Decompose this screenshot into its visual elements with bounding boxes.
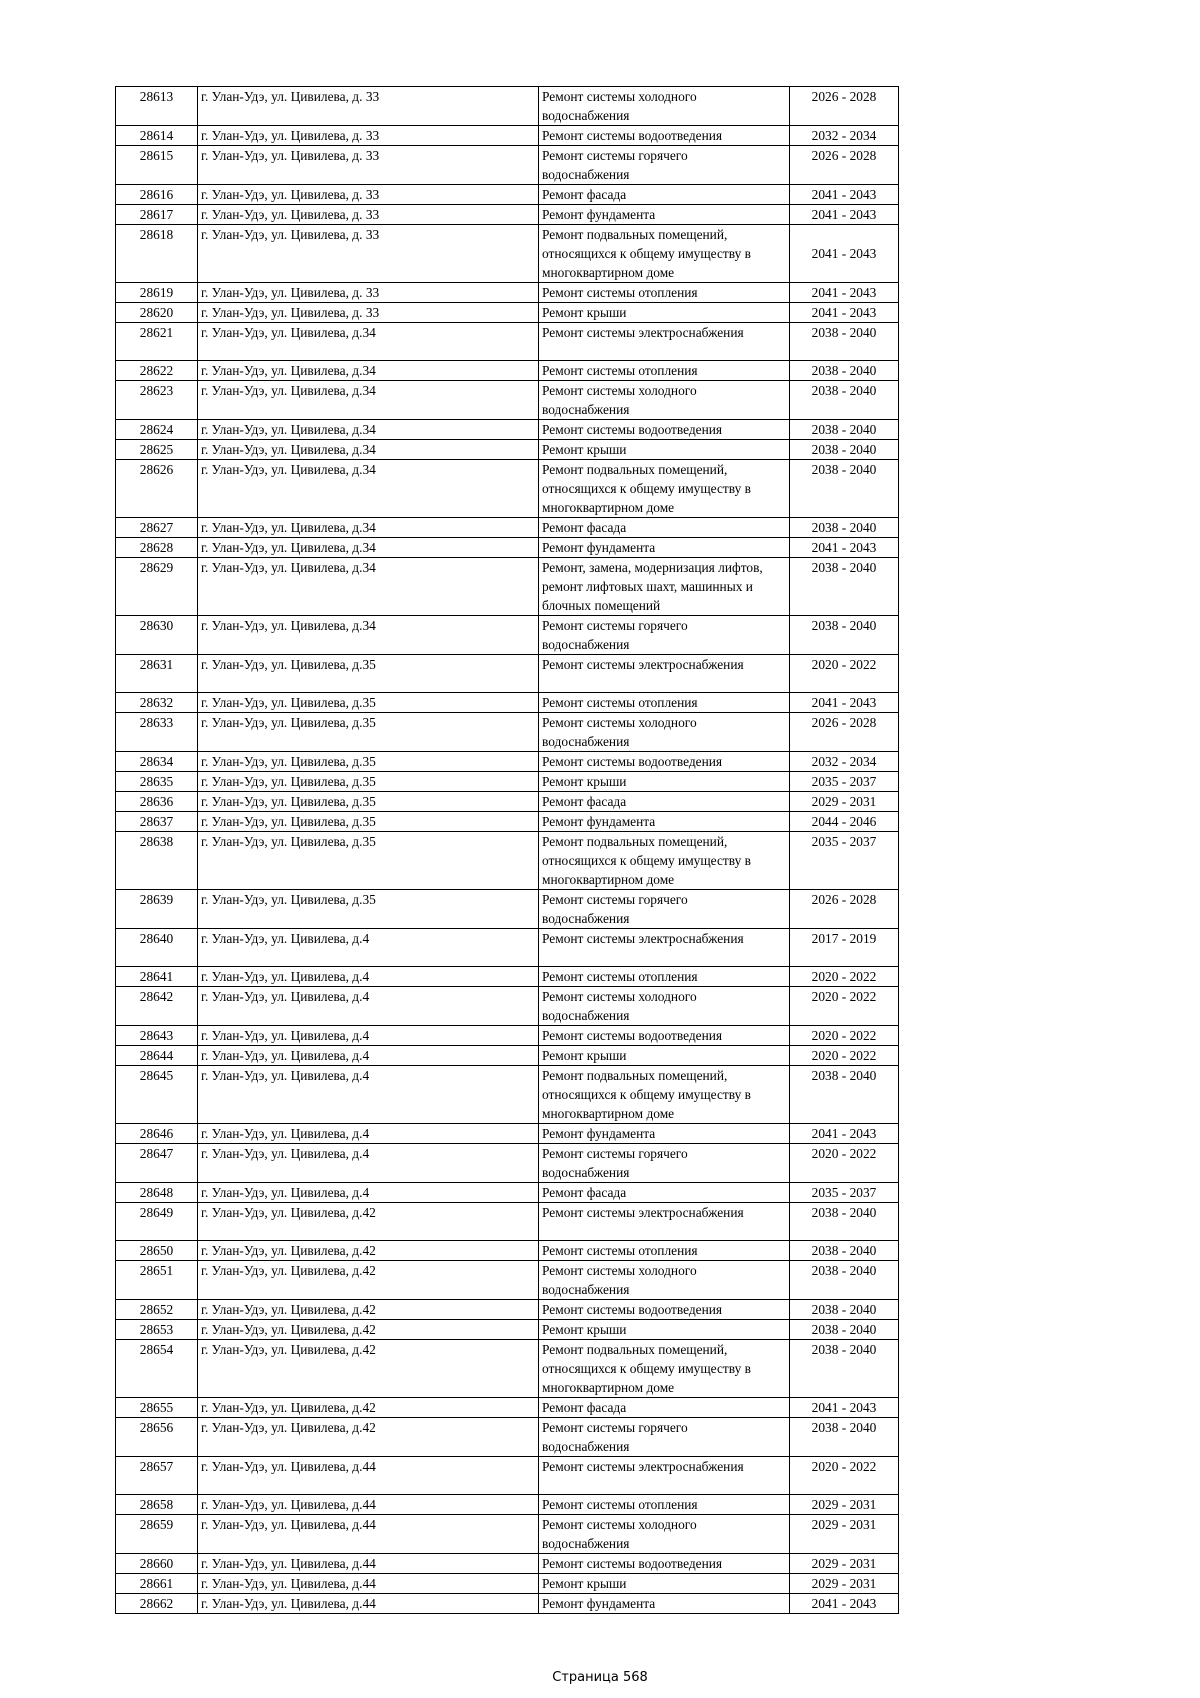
period-cell: 2029 - 2031 [790, 1495, 899, 1515]
address-cell: г. Улан-Удэ, ул. Цивилева, д.42 [198, 1300, 539, 1320]
period-cell: 2026 - 2028 [790, 713, 899, 752]
work-type-cell: Ремонт подвальных помещений, относящихся к общему имуществу в многоквартирном доме [539, 1340, 790, 1398]
work-type-cell: Ремонт системы водоотведения [539, 420, 790, 440]
period-cell: 2020 - 2022 [790, 987, 899, 1026]
work-type-cell: Ремонт крыши [539, 1574, 790, 1594]
table-row [116, 323, 899, 361]
work-type-cell: Ремонт фасада [539, 792, 790, 812]
work-type-cell: Ремонт фундамента [539, 205, 790, 225]
work-type-cell: Ремонт системы отопления [539, 283, 790, 303]
address-cell: г. Улан-Удэ, ул. Цивилева, д.35 [198, 890, 539, 929]
address-cell: г. Улан-Удэ, ул. Цивилева, д.34 [198, 440, 539, 460]
row-number-cell: 28617 [116, 205, 198, 225]
table-row [116, 225, 899, 283]
work-type-cell: Ремонт фасада [539, 518, 790, 538]
period-cell: 2029 - 2031 [790, 1574, 899, 1594]
table-row [116, 1300, 899, 1320]
row-number-cell: 28622 [116, 361, 198, 381]
row-number-cell: 28641 [116, 967, 198, 987]
table-body [116, 87, 899, 1614]
work-type-cell: Ремонт системы холодного водоснабжения [539, 381, 790, 420]
work-type-cell: Ремонт крыши [539, 1046, 790, 1066]
period-cell: 2038 - 2040 [790, 1340, 899, 1398]
table-row [116, 929, 899, 967]
table-row [116, 1183, 899, 1203]
row-number-cell: 28649 [116, 1203, 198, 1241]
period-cell: 2038 - 2040 [790, 518, 899, 538]
work-type-cell: Ремонт системы электроснабжения [539, 323, 790, 361]
address-cell: г. Улан-Удэ, ул. Цивилева, д.4 [198, 1026, 539, 1046]
table-row [116, 713, 899, 752]
work-type-cell: Ремонт подвальных помещений, относящихся к общему имуществу в многоквартирном доме [539, 460, 790, 518]
work-type-cell: Ремонт системы электроснабжения [539, 929, 790, 967]
table-row [116, 303, 899, 323]
row-number-cell: 28626 [116, 460, 198, 518]
period-cell: 2035 - 2037 [790, 772, 899, 792]
table-row [116, 460, 899, 518]
work-type-cell: Ремонт подвальных помещений, относящихся к общему имуществу в многоквартирном доме [539, 225, 790, 283]
work-type-cell: Ремонт системы отопления [539, 693, 790, 713]
table-row [116, 1457, 899, 1495]
row-number-cell: 28655 [116, 1398, 198, 1418]
period-cell: 2026 - 2028 [790, 146, 899, 185]
table-row [116, 558, 899, 616]
address-cell: г. Улан-Удэ, ул. Цивилева, д.34 [198, 420, 539, 440]
work-type-cell: Ремонт системы водоотведения [539, 752, 790, 772]
address-cell: г. Улан-Удэ, ул. Цивилева, д.34 [198, 361, 539, 381]
period-cell: 2041 - 2043 [790, 1124, 899, 1144]
address-cell: г. Улан-Удэ, ул. Цивилева, д.35 [198, 752, 539, 772]
address-cell: г. Улан-Удэ, ул. Цивилева, д.34 [198, 381, 539, 420]
address-cell: г. Улан-Удэ, ул. Цивилева, д.34 [198, 518, 539, 538]
work-type-cell: Ремонт системы отопления [539, 361, 790, 381]
row-number-cell: 28634 [116, 752, 198, 772]
row-number-cell: 28618 [116, 225, 198, 283]
table-row [116, 87, 899, 126]
table-row [116, 361, 899, 381]
row-number-cell: 28643 [116, 1026, 198, 1046]
table-row [116, 1261, 899, 1300]
period-cell: 2038 - 2040 [790, 323, 899, 361]
row-number-cell: 28662 [116, 1594, 198, 1614]
period-cell: 2038 - 2040 [790, 1300, 899, 1320]
work-type-cell: Ремонт фасада [539, 1398, 790, 1418]
period-cell: 2032 - 2034 [790, 752, 899, 772]
work-type-cell: Ремонт системы электроснабжения [539, 655, 790, 693]
table-row [116, 1066, 899, 1124]
row-number-cell: 28640 [116, 929, 198, 967]
address-cell: г. Улан-Удэ, ул. Цивилева, д.4 [198, 1144, 539, 1183]
address-cell: г. Улан-Удэ, ул. Цивилева, д.42 [198, 1241, 539, 1261]
row-number-cell: 28656 [116, 1418, 198, 1457]
table-row [116, 1124, 899, 1144]
table-row [116, 185, 899, 205]
row-number-cell: 28642 [116, 987, 198, 1026]
repair-schedule-table [115, 86, 899, 1614]
address-cell: г. Улан-Удэ, ул. Цивилева, д.44 [198, 1495, 539, 1515]
work-type-cell: Ремонт системы отопления [539, 1241, 790, 1261]
address-cell: г. Улан-Удэ, ул. Цивилева, д. 33 [198, 205, 539, 225]
table-row [116, 616, 899, 655]
period-cell: 2041 - 2043 [790, 538, 899, 558]
row-number-cell: 28661 [116, 1574, 198, 1594]
row-number-cell: 28646 [116, 1124, 198, 1144]
row-number-cell: 28653 [116, 1320, 198, 1340]
period-cell: 2020 - 2022 [790, 1457, 899, 1495]
page-footer [0, 1670, 1200, 1685]
address-cell: г. Улан-Удэ, ул. Цивилева, д.4 [198, 929, 539, 967]
work-type-cell: Ремонт системы горячего водоснабжения [539, 890, 790, 929]
work-type-cell: Ремонт системы горячего водоснабжения [539, 146, 790, 185]
address-cell: г. Улан-Удэ, ул. Цивилева, д. 33 [198, 126, 539, 146]
period-cell: 2032 - 2034 [790, 126, 899, 146]
table-row [116, 812, 899, 832]
address-cell: г. Улан-Удэ, ул. Цивилева, д. 33 [198, 87, 539, 126]
row-number-cell: 28627 [116, 518, 198, 538]
address-cell: г. Улан-Удэ, ул. Цивилева, д.44 [198, 1594, 539, 1614]
table-row [116, 792, 899, 812]
address-cell: г. Улан-Удэ, ул. Цивилева, д.34 [198, 616, 539, 655]
row-number-cell: 28614 [116, 126, 198, 146]
address-cell: г. Улан-Удэ, ул. Цивилева, д.35 [198, 693, 539, 713]
work-type-cell: Ремонт крыши [539, 440, 790, 460]
table-row [116, 987, 899, 1026]
address-cell: г. Улан-Удэ, ул. Цивилева, д.44 [198, 1457, 539, 1495]
table-row [116, 1574, 899, 1594]
row-number-cell: 28621 [116, 323, 198, 361]
period-cell: 2038 - 2040 [790, 460, 899, 518]
work-type-cell: Ремонт системы холодного водоснабжения [539, 1261, 790, 1300]
table-row [116, 772, 899, 792]
table-row [116, 890, 899, 929]
work-type-cell: Ремонт системы водоотведения [539, 1026, 790, 1046]
table-row [116, 1515, 899, 1554]
work-type-cell: Ремонт фасада [539, 1183, 790, 1203]
work-type-cell: Ремонт крыши [539, 1320, 790, 1340]
table-row [116, 283, 899, 303]
address-cell: г. Улан-Удэ, ул. Цивилева, д.4 [198, 1066, 539, 1124]
table-row [116, 1418, 899, 1457]
work-type-cell: Ремонт системы горячего водоснабжения [539, 616, 790, 655]
table-row [116, 440, 899, 460]
address-cell: г. Улан-Удэ, ул. Цивилева, д.35 [198, 792, 539, 812]
work-type-cell: Ремонт системы отопления [539, 967, 790, 987]
row-number-cell: 28644 [116, 1046, 198, 1066]
table-row [116, 832, 899, 890]
row-number-cell: 28635 [116, 772, 198, 792]
table-row [116, 1026, 899, 1046]
period-cell: 2038 - 2040 [790, 1418, 899, 1457]
period-cell: 2020 - 2022 [790, 967, 899, 987]
address-cell: г. Улан-Удэ, ул. Цивилева, д.42 [198, 1320, 539, 1340]
address-cell: г. Улан-Удэ, ул. Цивилева, д.44 [198, 1554, 539, 1574]
page-number-label: Страница 568 [552, 1670, 648, 1685]
row-number-cell: 28629 [116, 558, 198, 616]
period-cell: 2038 - 2040 [790, 1320, 899, 1340]
row-number-cell: 28650 [116, 1241, 198, 1261]
table-row [116, 146, 899, 185]
work-type-cell: Ремонт системы электроснабжения [539, 1203, 790, 1241]
table-row [116, 538, 899, 558]
address-cell: г. Улан-Удэ, ул. Цивилева, д. 33 [198, 283, 539, 303]
address-cell: г. Улан-Удэ, ул. Цивилева, д.34 [198, 323, 539, 361]
row-number-cell: 28637 [116, 812, 198, 832]
period-cell: 2026 - 2028 [790, 890, 899, 929]
work-type-cell: Ремонт фасада [539, 185, 790, 205]
work-type-cell: Ремонт фундамента [539, 538, 790, 558]
table-row [116, 1594, 899, 1614]
period-cell: 2038 - 2040 [790, 1203, 899, 1241]
period-cell: 2029 - 2031 [790, 1515, 899, 1554]
table-row [116, 126, 899, 146]
address-cell: г. Улан-Удэ, ул. Цивилева, д.35 [198, 713, 539, 752]
period-cell: 2041 - 2043 [790, 225, 899, 283]
address-cell: г. Улан-Удэ, ул. Цивилева, д.4 [198, 987, 539, 1026]
table-row [116, 1495, 899, 1515]
period-cell: 2038 - 2040 [790, 361, 899, 381]
period-cell: 2026 - 2028 [790, 87, 899, 126]
address-cell: г. Улан-Удэ, ул. Цивилева, д.35 [198, 655, 539, 693]
period-cell: 2020 - 2022 [790, 1144, 899, 1183]
period-cell: 2038 - 2040 [790, 616, 899, 655]
table-row [116, 1144, 899, 1183]
table-row [116, 1320, 899, 1340]
row-number-cell: 28652 [116, 1300, 198, 1320]
row-number-cell: 28660 [116, 1554, 198, 1574]
row-number-cell: 28630 [116, 616, 198, 655]
table-row [116, 1203, 899, 1241]
work-type-cell: Ремонт системы водоотведения [539, 1554, 790, 1574]
address-cell: г. Улан-Удэ, ул. Цивилева, д.42 [198, 1340, 539, 1398]
address-cell: г. Улан-Удэ, ул. Цивилева, д.34 [198, 538, 539, 558]
period-cell: 2041 - 2043 [790, 205, 899, 225]
row-number-cell: 28638 [116, 832, 198, 890]
row-number-cell: 28645 [116, 1066, 198, 1124]
row-number-cell: 28639 [116, 890, 198, 929]
address-cell: г. Улан-Удэ, ул. Цивилева, д.4 [198, 1046, 539, 1066]
work-type-cell: Ремонт системы водоотведения [539, 1300, 790, 1320]
period-cell: 2041 - 2043 [790, 303, 899, 323]
address-cell: г. Улан-Удэ, ул. Цивилева, д.34 [198, 558, 539, 616]
period-cell: 2041 - 2043 [790, 1398, 899, 1418]
row-number-cell: 28648 [116, 1183, 198, 1203]
period-cell: 2020 - 2022 [790, 1026, 899, 1046]
row-number-cell: 28659 [116, 1515, 198, 1554]
period-cell: 2038 - 2040 [790, 1066, 899, 1124]
period-cell: 2035 - 2037 [790, 832, 899, 890]
address-cell: г. Улан-Удэ, ул. Цивилева, д. 33 [198, 303, 539, 323]
row-number-cell: 28615 [116, 146, 198, 185]
address-cell: г. Улан-Удэ, ул. Цивилева, д.42 [198, 1203, 539, 1241]
period-cell: 2041 - 2043 [790, 693, 899, 713]
address-cell: г. Улан-Удэ, ул. Цивилева, д. 33 [198, 146, 539, 185]
row-number-cell: 28633 [116, 713, 198, 752]
row-number-cell: 28657 [116, 1457, 198, 1495]
work-type-cell: Ремонт фундамента [539, 812, 790, 832]
work-type-cell: Ремонт системы холодного водоснабжения [539, 1515, 790, 1554]
row-number-cell: 28624 [116, 420, 198, 440]
table-row [116, 967, 899, 987]
work-type-cell: Ремонт подвальных помещений, относящихся к общему имуществу в многоквартирном доме [539, 1066, 790, 1124]
address-cell: г. Улан-Удэ, ул. Цивилева, д.4 [198, 967, 539, 987]
period-cell: 2029 - 2031 [790, 792, 899, 812]
work-type-cell: Ремонт системы холодного водоснабжения [539, 713, 790, 752]
period-cell: 2038 - 2040 [790, 420, 899, 440]
period-cell: 2041 - 2043 [790, 1594, 899, 1614]
row-number-cell: 28616 [116, 185, 198, 205]
period-cell: 2038 - 2040 [790, 1241, 899, 1261]
address-cell: г. Улан-Удэ, ул. Цивилева, д.42 [198, 1398, 539, 1418]
address-cell: г. Улан-Удэ, ул. Цивилева, д.42 [198, 1418, 539, 1457]
table-row [116, 381, 899, 420]
table-row [116, 752, 899, 772]
table-row [116, 1554, 899, 1574]
address-cell: г. Улан-Удэ, ул. Цивилева, д.34 [198, 460, 539, 518]
table-row [116, 1046, 899, 1066]
row-number-cell: 28619 [116, 283, 198, 303]
work-type-cell: Ремонт фундамента [539, 1594, 790, 1614]
period-cell: 2038 - 2040 [790, 558, 899, 616]
work-type-cell: Ремонт системы электроснабжения [539, 1457, 790, 1495]
address-cell: г. Улан-Удэ, ул. Цивилева, д.35 [198, 832, 539, 890]
work-type-cell: Ремонт системы холодного водоснабжения [539, 87, 790, 126]
period-cell: 2020 - 2022 [790, 1046, 899, 1066]
work-type-cell: Ремонт, замена, модернизация лифтов, ремонт лифтовых шахт, машинных и блочных помещений [539, 558, 790, 616]
work-type-cell: Ремонт системы холодного водоснабжения [539, 987, 790, 1026]
period-cell: 2041 - 2043 [790, 185, 899, 205]
table-row [116, 420, 899, 440]
table-row [116, 1398, 899, 1418]
table-row [116, 205, 899, 225]
period-cell: 2035 - 2037 [790, 1183, 899, 1203]
address-cell: г. Улан-Удэ, ул. Цивилева, д.44 [198, 1574, 539, 1594]
work-type-cell: Ремонт подвальных помещений, относящихся к общему имуществу в многоквартирном доме [539, 832, 790, 890]
row-number-cell: 28620 [116, 303, 198, 323]
row-number-cell: 28631 [116, 655, 198, 693]
work-type-cell: Ремонт системы водоотведения [539, 126, 790, 146]
table-row [116, 1241, 899, 1261]
address-cell: г. Улан-Удэ, ул. Цивилева, д. 33 [198, 225, 539, 283]
address-cell: г. Улан-Удэ, ул. Цивилева, д.4 [198, 1124, 539, 1144]
work-type-cell: Ремонт системы горячего водоснабжения [539, 1418, 790, 1457]
row-number-cell: 28632 [116, 693, 198, 713]
work-type-cell: Ремонт фундамента [539, 1124, 790, 1144]
table-row [116, 1340, 899, 1398]
row-number-cell: 28636 [116, 792, 198, 812]
work-type-cell: Ремонт системы горячего водоснабжения [539, 1144, 790, 1183]
period-cell: 2017 - 2019 [790, 929, 899, 967]
period-cell: 2038 - 2040 [790, 381, 899, 420]
row-number-cell: 28628 [116, 538, 198, 558]
period-cell: 2020 - 2022 [790, 655, 899, 693]
address-cell: г. Улан-Удэ, ул. Цивилева, д.35 [198, 772, 539, 792]
row-number-cell: 28623 [116, 381, 198, 420]
work-type-cell: Ремонт системы отопления [539, 1495, 790, 1515]
row-number-cell: 28658 [116, 1495, 198, 1515]
period-cell: 2044 - 2046 [790, 812, 899, 832]
row-number-cell: 28647 [116, 1144, 198, 1183]
address-cell: г. Улан-Удэ, ул. Цивилева, д. 33 [198, 185, 539, 205]
row-number-cell: 28625 [116, 440, 198, 460]
work-type-cell: Ремонт крыши [539, 303, 790, 323]
period-cell: 2041 - 2043 [790, 283, 899, 303]
work-type-cell: Ремонт крыши [539, 772, 790, 792]
table-row [116, 655, 899, 693]
row-number-cell: 28613 [116, 87, 198, 126]
period-cell: 2038 - 2040 [790, 440, 899, 460]
table-row [116, 518, 899, 538]
period-cell: 2038 - 2040 [790, 1261, 899, 1300]
address-cell: г. Улан-Удэ, ул. Цивилева, д.35 [198, 812, 539, 832]
address-cell: г. Улан-Удэ, ул. Цивилева, д.42 [198, 1261, 539, 1300]
table-row [116, 693, 899, 713]
row-number-cell: 28654 [116, 1340, 198, 1398]
period-cell: 2029 - 2031 [790, 1554, 899, 1574]
row-number-cell: 28651 [116, 1261, 198, 1300]
address-cell: г. Улан-Удэ, ул. Цивилева, д.44 [198, 1515, 539, 1554]
address-cell: г. Улан-Удэ, ул. Цивилева, д.4 [198, 1183, 539, 1203]
